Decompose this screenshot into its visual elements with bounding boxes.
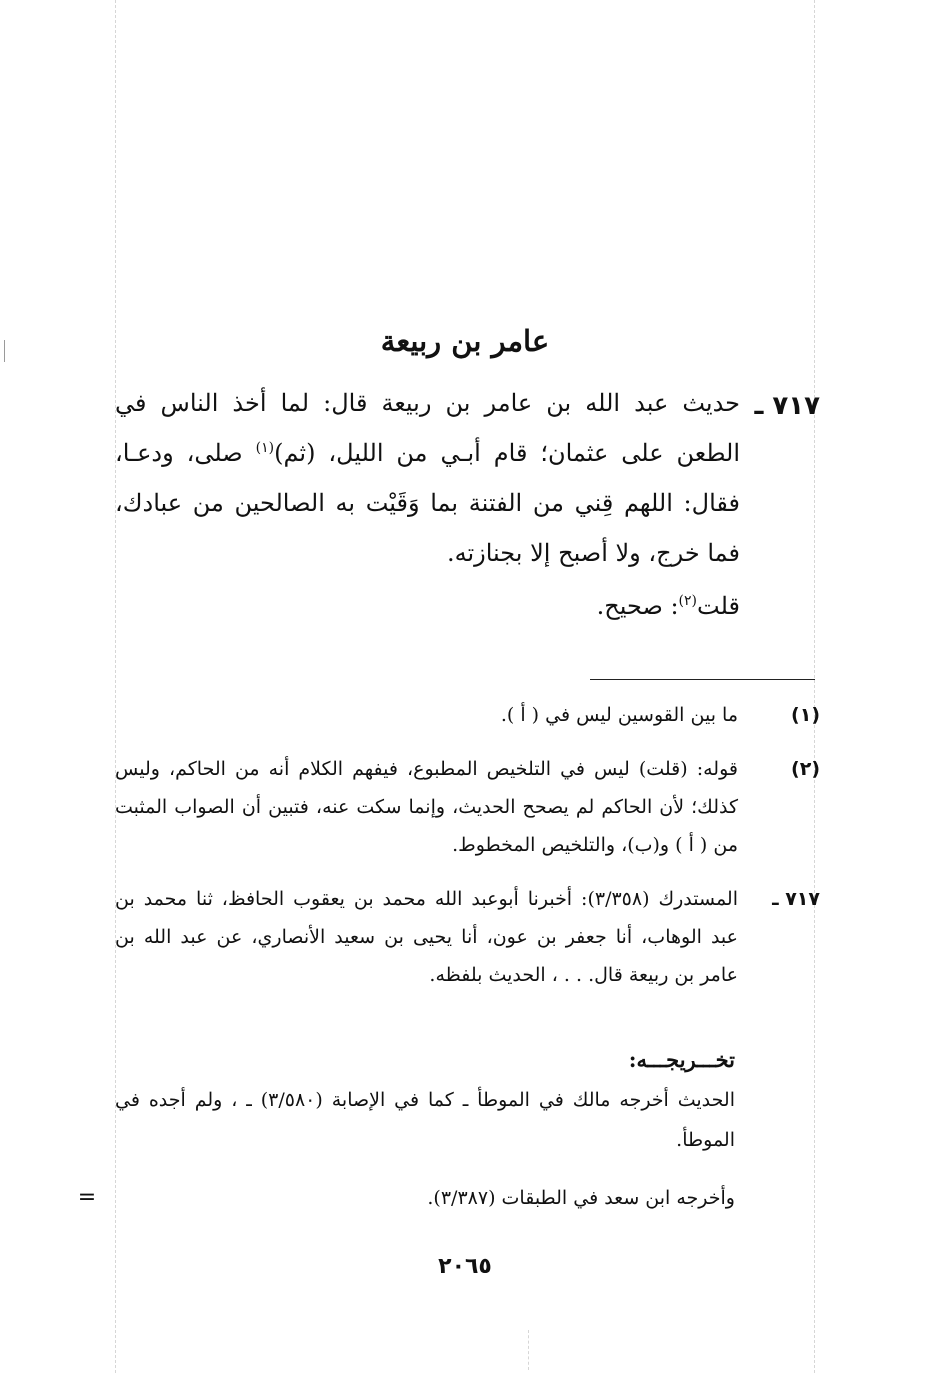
- margin-guide-left: [115, 0, 116, 1373]
- source-label: ٧١٧ ـ: [772, 888, 820, 910]
- takhrij-heading: تخـــريجـــه:: [628, 1047, 735, 1072]
- bottom-guide-tick: [528, 1330, 529, 1370]
- footnote-1: [115, 696, 820, 734]
- chapter-title: عامر بن ربيعة: [380, 324, 550, 358]
- verdict: [115, 584, 740, 628]
- takhrij-paragraph-1: الحديث أخرجه مالك في الموطأ ـ كما في الإصابة (٣/٥٨٠) ـ ، ولم أجده في الموطأ.: [115, 1089, 735, 1151]
- hadith-text-part2: صلى، ودعـا، فقال: اللهم قِني من الفتنة بما وَقَيْت به الصالحين من عبادك، فما خرج، ولا أصبح إلا بجنازته.: [115, 439, 740, 567]
- footnote-ref-1: (١): [255, 440, 275, 456]
- footnote-1-text: ما بين القوسين ليس في ( أ ).: [500, 704, 738, 726]
- edge-mark: [4, 340, 5, 362]
- footnote-separator: [590, 679, 815, 680]
- source-text: المستدرك (٣/٣٥٨): أخبرنا أبوعبد الله محمد بن يعقوب الحافظ، ثنا محمد بن عبد الوهاب، أنا جعفر بن عون، أنا يحيى بن سعيد الأنصاري، عن عبد الله بن عامر بن ربيعة قال. . . ، الحديث بلفظه.: [115, 888, 739, 986]
- hadith-number: ٧١٧ ـ: [754, 391, 820, 421]
- hadith-text-part1: حديث عبد الله بن عامر بن ربيعة قال: لما أخذ الناس في الطعن على عثمان؛ قام أبـي من الليل، (ثم): [115, 389, 740, 467]
- hadith-block: [115, 378, 820, 578]
- verdict-label: قلت: [697, 592, 740, 620]
- margin-guide-right: [814, 0, 815, 1373]
- margin-equal-mark: =: [77, 1185, 97, 1210]
- page-number: ٢٠٦٥: [438, 1254, 492, 1279]
- footnote-2-text: قوله: (قلت) ليس في التلخيص المطبوع، فيفهم الكلام أنه من الحاكم، وليس كذلك؛ لأن الحاكم لم يصحح الحديث، وإنما سكت عنه، فتبين أن الصواب المثبت من ( أ ) و(ب)، والتلخيص المخطوط.: [115, 758, 738, 856]
- hadith-text: [115, 378, 740, 578]
- footnote-2-label: (٢): [791, 758, 820, 780]
- footnote-ref-2: (٢): [678, 593, 698, 609]
- footnote-2: [115, 750, 820, 864]
- source-note: [115, 880, 820, 994]
- verdict-text: : صحيح.: [596, 592, 679, 620]
- takhrij-paragraph-2: وأخرجه ابن سعد في الطبقات (٣/٣٨٧).: [427, 1187, 735, 1209]
- footnote-1-label: (١): [791, 704, 820, 726]
